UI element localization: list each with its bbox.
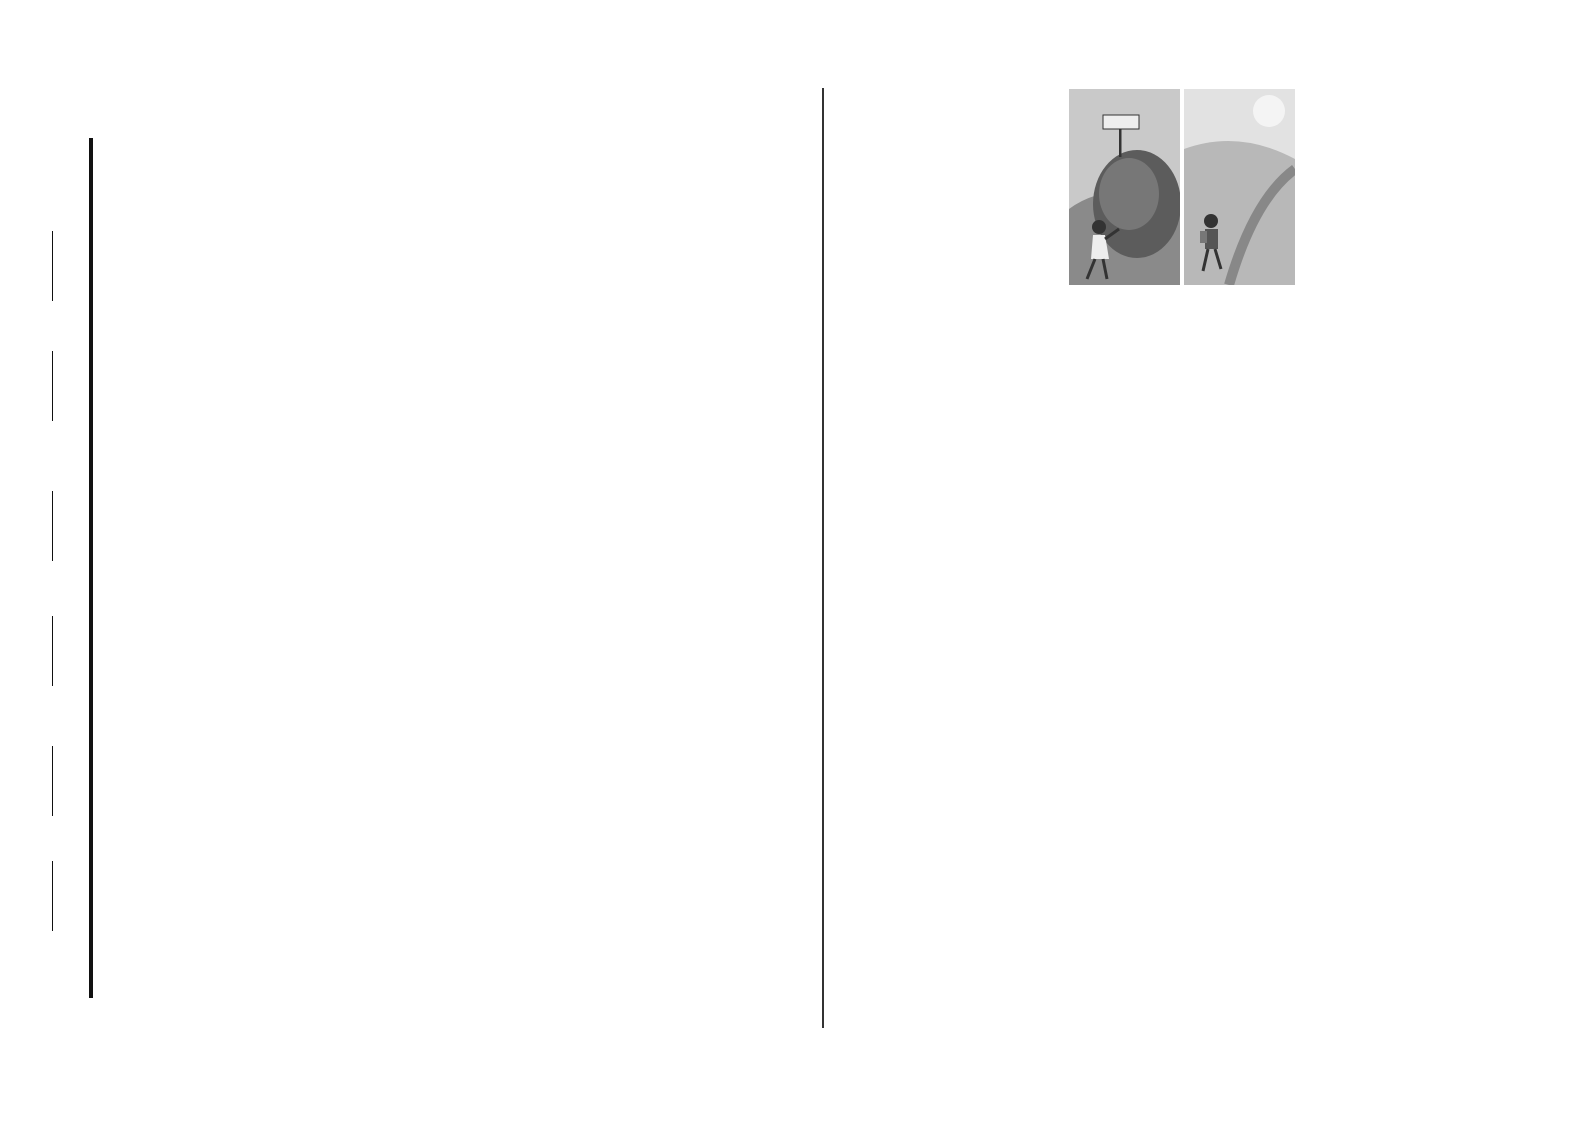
class-field[interactable]	[40, 746, 53, 820]
school-field[interactable]	[40, 861, 53, 935]
column-divider	[822, 88, 824, 1028]
cartoon-panel-walking-path	[1184, 89, 1295, 285]
seat-number-field[interactable]	[40, 231, 53, 305]
cartoon-panel-pushing-boulder	[1069, 89, 1181, 285]
candidate-number-field[interactable]	[40, 491, 53, 565]
name-field[interactable]	[40, 616, 53, 690]
cartoon-image	[1069, 89, 1295, 285]
exam-room-field[interactable]	[40, 351, 53, 425]
right-column	[855, 85, 1495, 293]
question-6	[855, 89, 1495, 293]
binding-strip-barcode	[0, 0, 130, 1138]
left-column	[155, 85, 795, 130]
